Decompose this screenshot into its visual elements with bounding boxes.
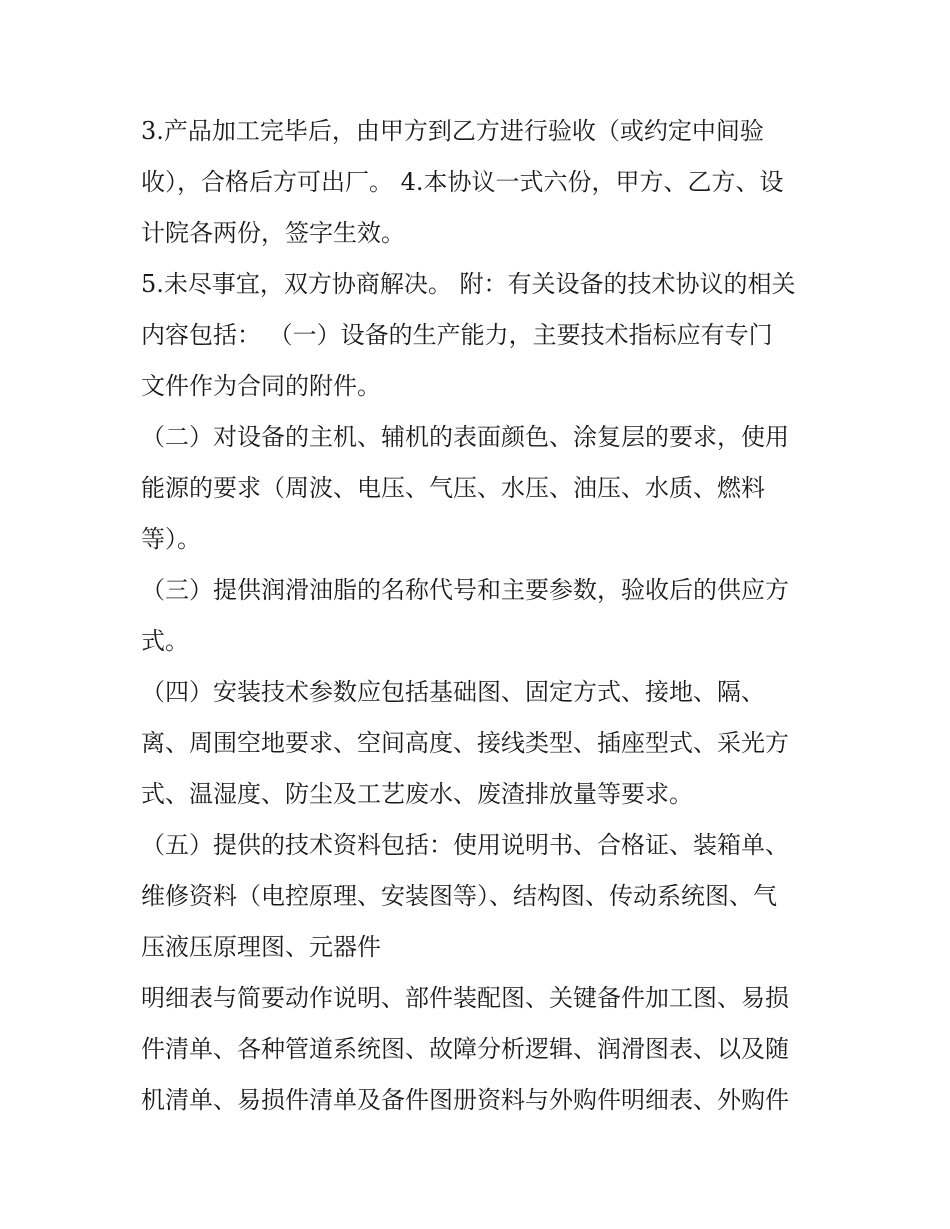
text-line: （二）对设备的主机、辅机的表面颜色、涂复层的要求，使用 xyxy=(141,423,789,451)
text-line: 5.未尽事宜，双方协商解决。 附：有关设备的技术协议的相关 xyxy=(141,270,796,298)
text-line: 计院各两份，签字生效。 xyxy=(141,219,405,247)
text-line: （三）提供润滑油脂的名称代号和主要参数，验收后的供应方 xyxy=(141,576,789,604)
text-line: 式。 xyxy=(141,627,189,655)
text-line: 收），合格后方可出厂。 4.本协议一式六份，甲方、乙方、设 xyxy=(141,168,784,196)
text-line: 离、周围空地要求、空间高度、接线类型、插座型式、采光方 xyxy=(141,729,789,757)
paragraph-item-4 xyxy=(141,667,821,820)
text-line: 件清单、各种管道系统图、故障分析逻辑、润滑图表、以及随 xyxy=(141,1035,789,1063)
text-line: 内容包括： （一）设备的生产能力，主要技术指标应有专门 xyxy=(141,321,773,349)
paragraph-item-5 xyxy=(141,820,821,973)
paragraph-item-5-continued xyxy=(141,973,821,1126)
paragraph-item-2 xyxy=(141,412,821,565)
paragraph-acceptance xyxy=(141,106,821,259)
text-line: 等）。 xyxy=(141,525,201,553)
paragraph-unresolved-matters xyxy=(141,259,821,412)
text-line: 式、温湿度、防尘及工艺废水、废渣排放量等要求。 xyxy=(141,780,693,808)
document-body xyxy=(141,106,821,1126)
text-line: 维修资料（电控原理、安装图等）、结构图、传动系统图、气 xyxy=(141,882,777,910)
text-line: 明细表与简要动作说明、部件装配图、关键备件加工图、易损 xyxy=(141,984,789,1012)
paragraph-item-3 xyxy=(141,565,821,667)
text-line: 机清单、易损件清单及备件图册资料与外购件明细表、外购件 xyxy=(141,1086,789,1114)
text-line: （五）提供的技术资料包括：使用说明书、合格证、装箱单、 xyxy=(141,831,789,859)
text-line: 能源的要求（周波、电压、气压、水压、油压、水质、燃料 xyxy=(141,474,765,502)
text-line: 文件作为合同的附件。 xyxy=(141,372,381,400)
text-line: （四）安装技术参数应包括基础图、固定方式、接地、隔、 xyxy=(141,678,765,706)
text-line: 压液压原理图、元器件 xyxy=(141,933,381,961)
text-line: 3.产品加工完毕后，由甲方到乙方进行验收（或约定中间验 xyxy=(141,117,764,145)
